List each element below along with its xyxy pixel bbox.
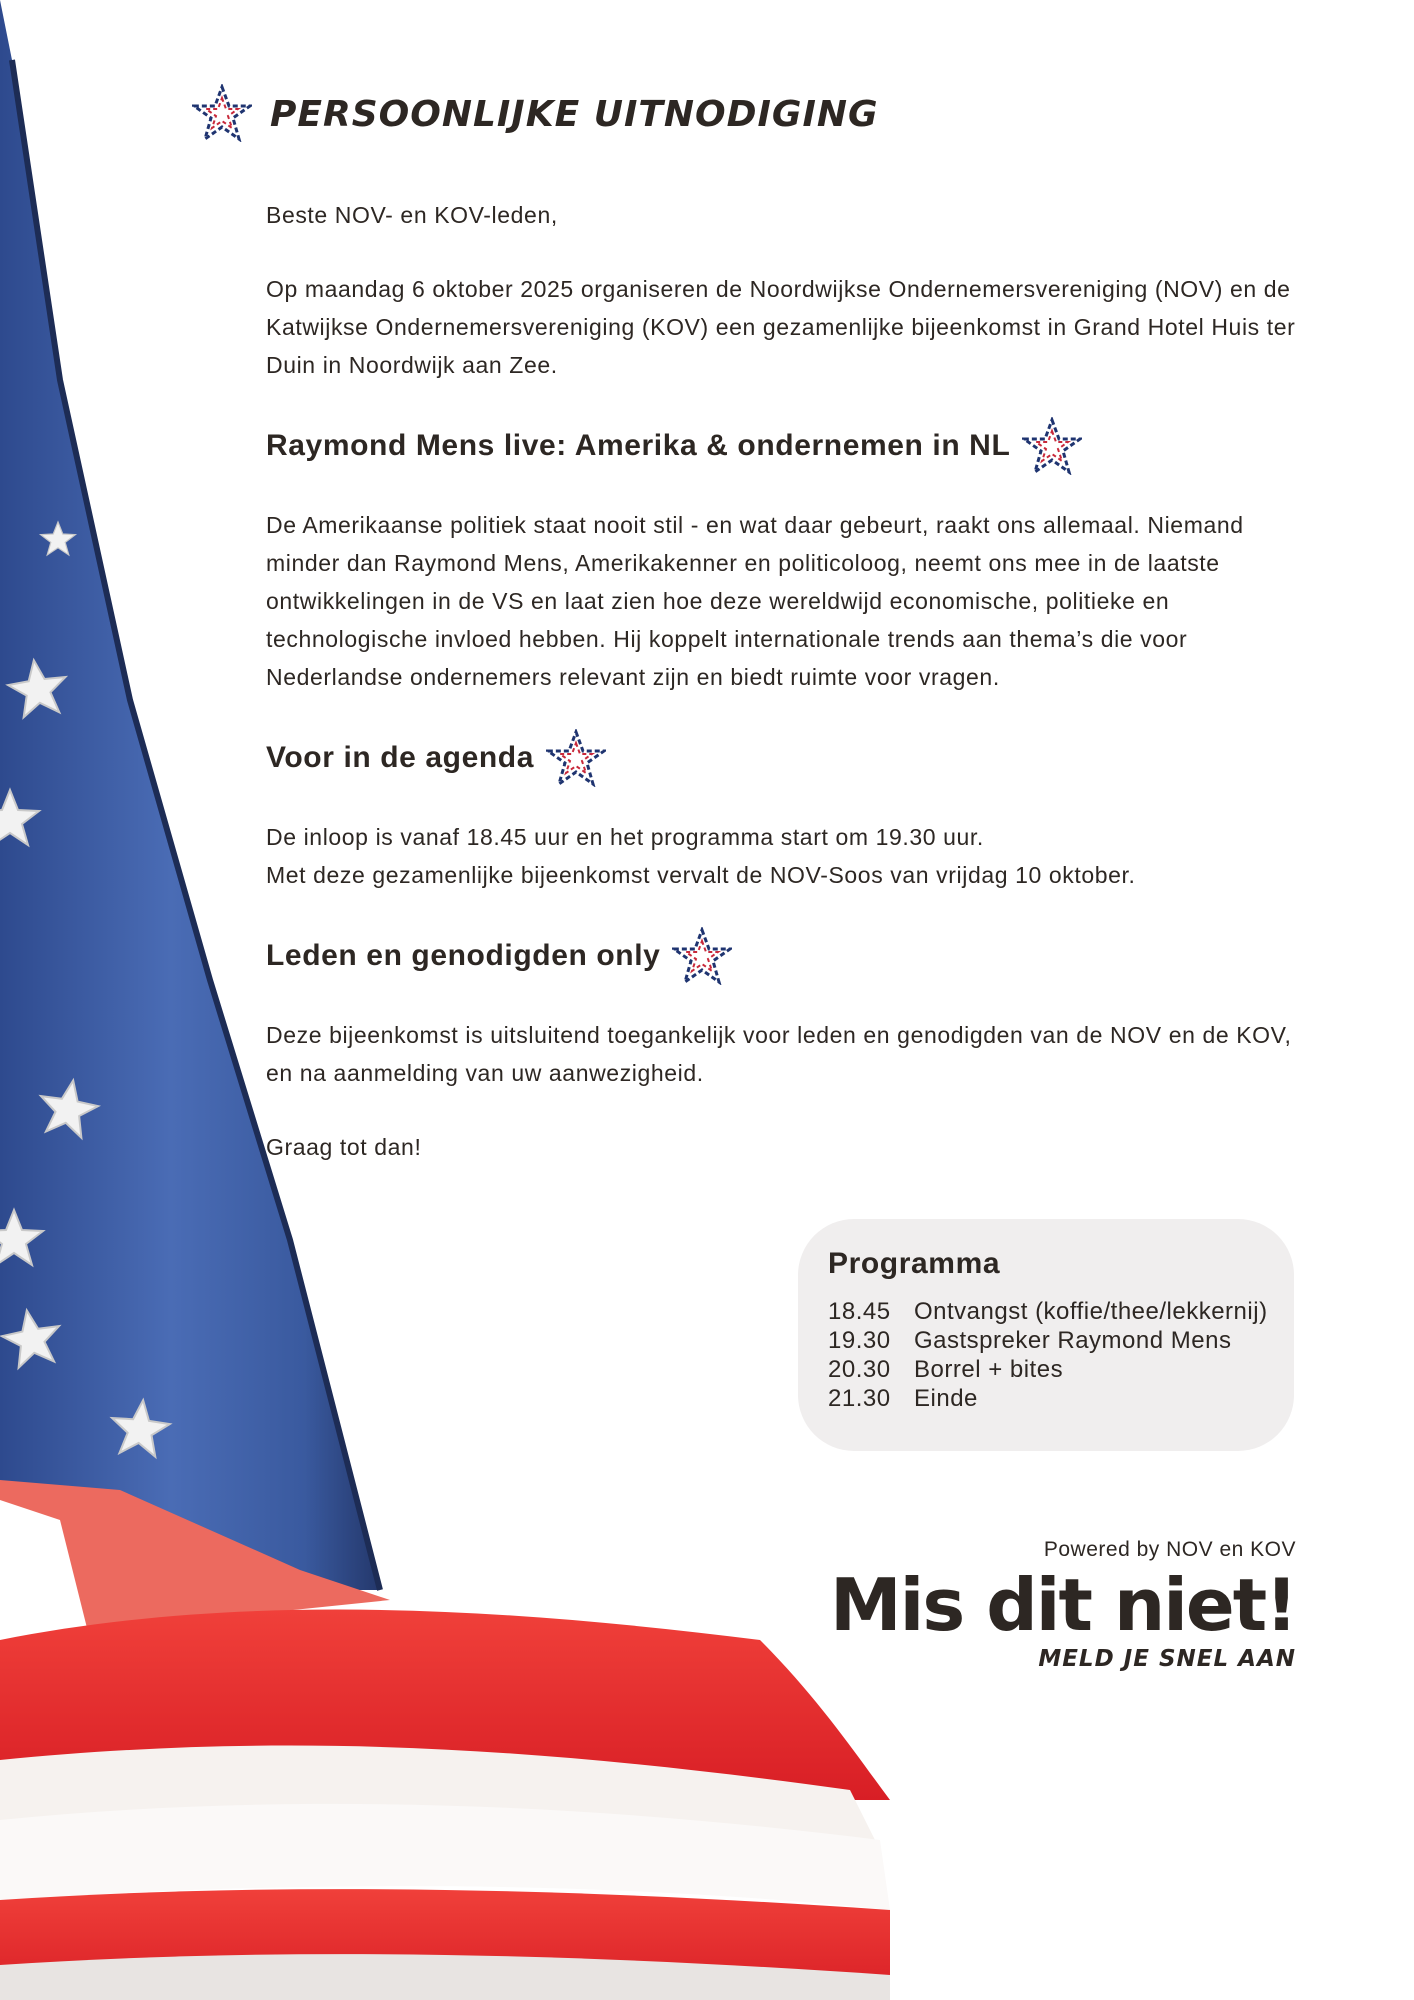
section-heading [266, 416, 1306, 476]
section-heading-text: Leden en genodigden only [266, 939, 661, 972]
invitation-header [192, 82, 1192, 152]
programma-label: Gastspreker Raymond Mens [914, 1327, 1232, 1354]
cta-subline: MELD JE SNEL AAN [1038, 1646, 1296, 1672]
list-item [828, 1384, 1268, 1413]
star-icon [546, 729, 606, 787]
list-item [828, 1355, 1268, 1384]
programma-panel [798, 1219, 1294, 1451]
programma-time: 18.45 [828, 1298, 891, 1325]
star-icon [192, 84, 252, 142]
powered-by-text: Powered by NOV en KOV [1043, 1538, 1296, 1561]
letter-body [266, 196, 1306, 1166]
programma-label: Einde [914, 1385, 978, 1412]
star-icon [672, 927, 732, 985]
greeting: Beste NOV- en KOV-leden, [266, 202, 558, 228]
intro-paragraph: Op maandag 6 oktober 2025 organiseren de Noordwijkse Ondernemersvereniging (NOV) en de Katwijkse Ondernemersvereniging (KOV) een gezamenlijke bijeenkomst in Grand Hotel Huis ter Duin in Noordwijk aan Zee. [266, 276, 1296, 378]
section-heading-text: Raymond Mens live: Amerika & ondernemen in NL [266, 429, 1011, 462]
cta-headline: Mis dit niet! [830, 1563, 1296, 1647]
programma-label: Ontvangst (koffie/thee/lekkernij) [914, 1298, 1268, 1325]
section-paragraph: Met deze gezamenlijke bijeenkomst vervalt de NOV-Soos van vrijdag 10 oktober. [266, 862, 1136, 888]
section-heading [266, 926, 1306, 986]
programma-time: 20.30 [828, 1356, 891, 1383]
programma-title: Programma [828, 1247, 1001, 1280]
page-title: PERSOONLIJKE UITNODIGING [270, 94, 879, 135]
section-paragraph: De inloop is vanaf 18.45 uur en het programma start om 19.30 uur. [266, 824, 984, 850]
programma-time: 21.30 [828, 1385, 891, 1412]
programma-label: Borrel + bites [914, 1356, 1064, 1383]
section-heading [266, 728, 1306, 788]
programma-list [828, 1297, 1268, 1413]
section-paragraph: De Amerikaanse politiek staat nooit stil - en wat daar gebeurt, raakt ons allemaal. Niemand minder dan Raymond Mens, Amerikakenner en politicoloog, neemt ons mee in de laatste ontwikkelingen in de VS en laat zien hoe deze wereldwijd economische, politieke en technologische invloed hebben. Hij koppelt internationale trends aan thema’s die voor Nederlandse ondernemers relevant zijn en biedt ruimte voor vragen. [266, 512, 1244, 690]
section-paragraph: Deze bijeenkomst is uitsluitend toegankelijk voor leden en genodigden van de NOV en de KOV, en na aanmelding van uw aanwezigheid. [266, 1022, 1292, 1086]
closing: Graag tot dan! [266, 1134, 422, 1160]
section-heading-text: Voor in de agenda [266, 741, 535, 774]
list-item [828, 1297, 1268, 1326]
programma-time: 19.30 [828, 1327, 891, 1354]
call-to-action [820, 1538, 1296, 1672]
star-icon [1022, 417, 1082, 475]
list-item [828, 1326, 1268, 1355]
